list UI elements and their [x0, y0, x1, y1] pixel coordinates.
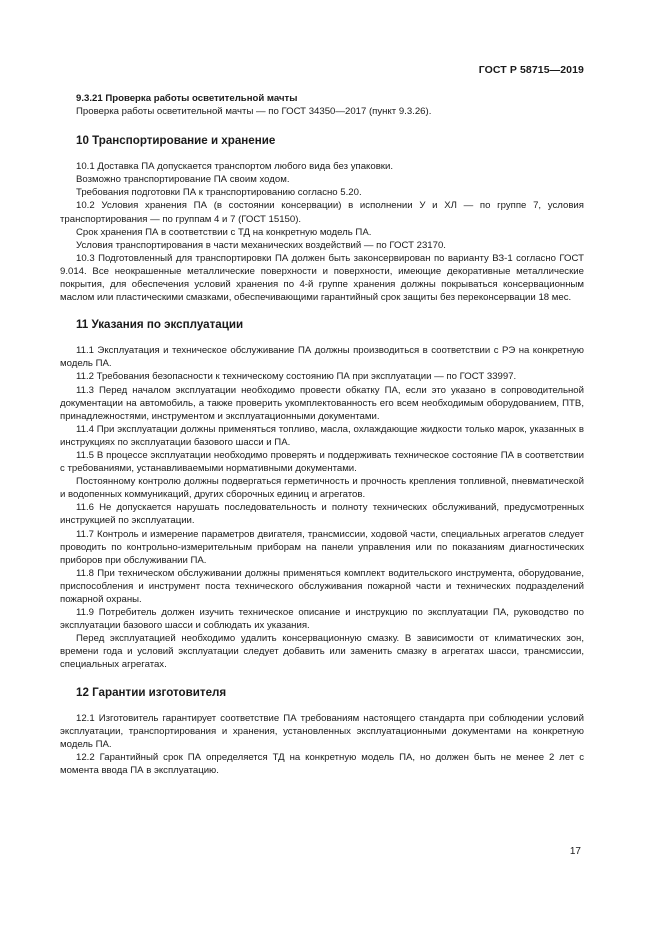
paragraph: 10.2 Условия хранения ПА (в состоянии консервации) в исполнении У и ХЛ — по группе 7, условия транспортирования — по группам 4 и 7 (ГОСТ 15150).: [60, 200, 584, 225]
paragraph: Условия транспортирования в части механических воздействий — по ГОСТ 23170.: [76, 239, 446, 251]
paragraph: Срок хранения ПА в соответствии с ТД на конкретную модель ПА.: [76, 226, 372, 238]
paragraph: 11.4 При эксплуатации должны применяться топливо, масла, охлаждающие жидкости только марок, указанных в инструкциях по эксплуатации базового шасси и ПА.: [60, 423, 584, 448]
paragraph: 10.1 Доставка ПА допускается транспортом любого вида без упаковки.: [76, 161, 394, 173]
paragraph: Постоянному контролю должны подвергаться герметичность и прочность крепления топливной, пневматической и водопенных коммуникаций, других сборочных единиц и агрегатов.: [60, 476, 584, 501]
section-heading: 12 Гарантии изготовителя: [76, 685, 227, 699]
section-heading: 11 Указания по эксплуатации: [76, 318, 244, 332]
paragraph: 11.2 Требования безопасности к техническому состоянию ПА при эксплуатации — по ГОСТ 33997.: [76, 371, 517, 383]
paragraph: 10.3 Подготовленный для транспортировки ПА должен быть законсервирован по варианту ВЗ-1 согласно ГОСТ 9.014. Все неокрашенные металлические поверхности и поверхности, имеющие декоративные металлические покрытия, для обеспечения условий хранения по 4-й группе хранения должны покрываться консервационным маслом или пластическими смазками, обеспечивающими гарантийный срок защиты без переконсервации 18 мес.: [60, 252, 584, 304]
paragraph: 11.9 Потребитель должен изучить техническое описание и инструкцию по эксплуатации ПА, руководство по эксплуатации базового шасси и соблюдать их указания.: [60, 607, 584, 632]
paragraph: Возможно транспортирование ПА своим ходом.: [76, 174, 290, 186]
section-heading: 10 Транспортирование и хранение: [76, 134, 276, 148]
paragraph: Проверка работы осветительной мачты — по ГОСТ 34350—2017 (пункт 9.3.26).: [76, 106, 432, 118]
paragraph: 11.8 При техническом обслуживании должны применяться комплект водительского инструмента, оборудование, приспособления и инструмент поста технического обслуживания пожарной части и технических подразделений пожарной охраны.: [60, 567, 584, 605]
paragraph: 12.1 Изготовитель гарантирует соответствие ПА требованиям настоящего стандарта при соблюдении условий эксплуатации, транспортирования и хранения, установленных эксплуатационными документами на конкретную модель ПА.: [60, 712, 584, 750]
paragraph: 11.5 В процессе эксплуатации необходимо проверять и поддерживать техническое состояние ПА в соответствии с требованиями, устанавливаемыми нормативными документами.: [60, 449, 584, 475]
paragraph: 11.3 Перед началом эксплуатации необходимо провести обкатку ПА, если это указано в сопроводительной документации на автомобиль, а также проверить укомплектованность его всем необходимым оборудованием, ПТВ, принадлежностями, инструментом и эксплуатационными документами.: [60, 384, 584, 422]
paragraph: Перед эксплуатацией необходимо удалить консервационную смазку. В зависимости от климатических зон, времени года и условий эксплуатации следует добавить или заменить смазку в агрегатах шасси, трансмиссии, специальных агрегатах.: [60, 633, 584, 671]
page-number: 17: [569, 846, 581, 857]
paragraph: Требования подготовки ПА к транспортированию согласно 5.20.: [76, 187, 362, 199]
paragraph: 11.1 Эксплуатация и техническое обслуживание ПА должны производиться в соответствии с РЭ на конкретную модель ПА.: [60, 345, 584, 370]
paragraph: 11.7 Контроль и измерение параметров двигателя, трансмиссии, ходовой части, специальных агрегатов следует проводить по контрольно-измерительным приборам на панели управления или по показаниям диагностических приборов при обслуживании ПА.: [60, 528, 584, 566]
document-body: [60, 92, 584, 777]
subsection-heading: 9.3.21 Проверка работы осветительной мачты: [76, 93, 298, 104]
paragraph: 11.6 Не допускается нарушать последовательность и полноту технических обслуживаний, предусмотренных инструкцией по эксплуатации.: [60, 502, 584, 527]
paragraph: 12.2 Гарантийный срок ПА определяется ТД на конкретную модель ПА, но должен быть не менее 2 лет с момента ввода ПА в эксплуатацию.: [60, 751, 584, 776]
standard-designation: ГОСТ Р 58715—2019: [478, 64, 584, 76]
